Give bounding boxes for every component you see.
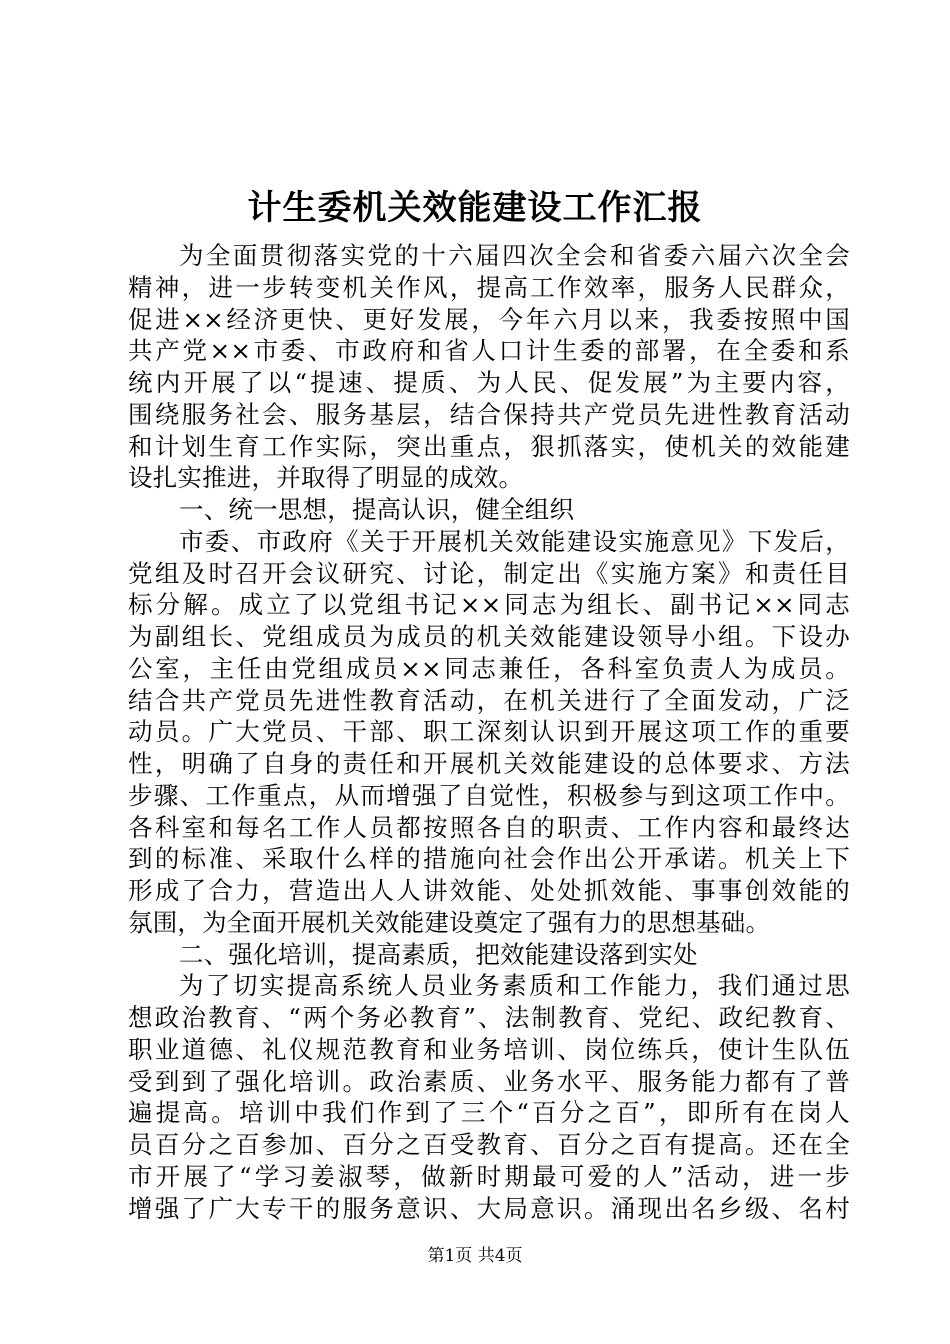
paragraph-line: 结合共产党员先进性教育活动，在机关进行了全面发动，广泛 [128,685,850,715]
paragraph-line: 统内开展了以“提速、提质、为人民、促发展”为主要内容， [128,368,850,397]
section-heading: 二、强化培训，提高素质，把效能建设落到实处 [179,939,698,969]
paragraph-line: 性，明确了自身的责任和开展机关效能建设的总体要求、方法 [128,749,850,778]
paragraph-line: 步骤、工作重点，从而增强了自觉性，积极参与到这项工作中。 [128,780,850,810]
paragraph-line: 共产党××市委、市政府和省人口计生委的部署，在全委和系 [128,336,850,366]
paragraph-line: 想政治教育、“两个务必教育”、法制教育、党纪、政纪教育、 [128,1003,850,1032]
paragraph-line: 到的标准、采取什么样的措施向社会作出公开承诺。机关上下 [128,844,850,874]
paragraph-line: 为全面贯彻落实党的十六届四次全会和省委六届六次全会 [179,241,850,270]
page-footer: 第1页 共4页 [427,1246,523,1266]
paragraph-line: 标分解。成立了以党组书记××同志为组长、副书记××同志 [128,590,850,620]
section-heading: 一、统一思想，提高认识，健全组织 [179,495,575,524]
paragraph-line: 为了切实提高系统人员业务素质和工作能力，我们通过思 [179,971,850,1001]
paragraph-line: 动员。广大党员、干部、职工深刻认识到开展这项工作的重要 [128,717,850,747]
paragraph-line: 氛围，为全面开展机关效能建设奠定了强有力的思想基础。 [128,907,771,937]
paragraph-line: 各科室和每名工作人员都按照各自的职责、工作内容和最终达 [128,812,850,842]
paragraph-line: 员百分之百参加、百分之百受教育、百分之百有提高。还在全 [128,1130,850,1159]
document-body [128,240,850,1224]
document-title: 计生委机关效能建设工作汇报 [247,188,703,228]
paragraph-line: 精神，进一步转变机关作风，提高工作效率，服务人民群众， [128,272,850,302]
paragraph-line: 遍提高。培训中我们作到了三个“百分之百”，即所有在岗人 [128,1098,850,1128]
paragraph-line: 市开展了“学习姜淑琴，做新时期最可爱的人”活动，进一步 [128,1161,850,1191]
paragraph-line: 形成了合力，营造出人人讲效能、处处抓效能、事事创效能的 [128,876,850,905]
paragraph-line: 受到到了强化培训。政治素质、业务水平、服务能力都有了普 [128,1066,850,1096]
paragraph-line: 公室，主任由党组成员××同志兼任，各科室负责人为成员。 [128,653,850,683]
paragraph-line: 促进××经济更快、更好发展，今年六月以来，我委按照中国 [128,304,850,334]
paragraph-line: 增强了广大专干的服务意识、大局意识。涌现出名乡级、名村 [128,1193,850,1223]
paragraph-line: 围绕服务社会、服务基层，结合保持共产党员先进性教育活动 [128,399,850,429]
paragraph-line: 职业道德、礼仪规范教育和业务培训、岗位练兵，使计生队伍 [128,1034,850,1064]
paragraph-line: 党组及时召开会议研究、讨论，制定出《实施方案》和责任目 [128,558,850,588]
paragraph-line: 设扎实推进，并取得了明显的成效。 [128,463,524,493]
paragraph-line: 和计划生育工作实际，突出重点，狠抓落实，使机关的效能建 [128,431,850,461]
paragraph-line: 为副组长、党组成员为成员的机关效能建设领导小组。下设办 [128,622,850,651]
paragraph-line: 市委、市政府《关于开展机关效能建设实施意见》下发后， [179,526,850,556]
